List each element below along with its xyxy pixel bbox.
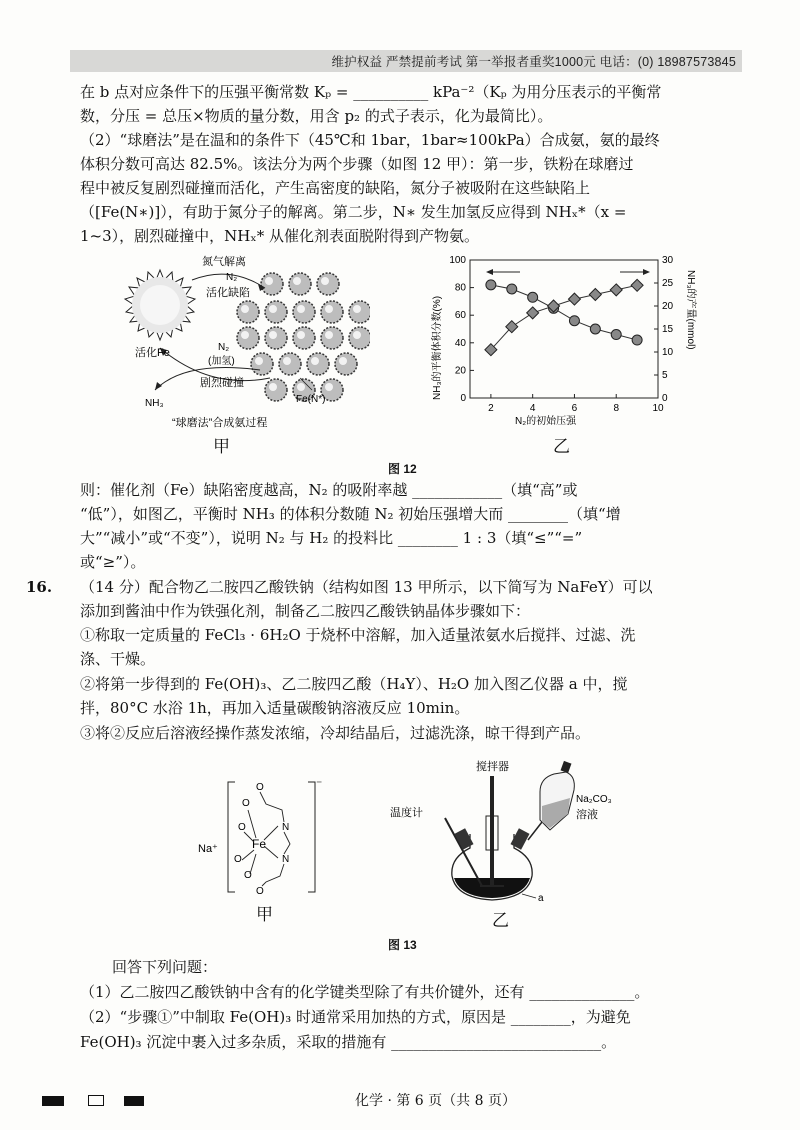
text-line: 在 b 点对应条件下的压强平衡常数 Kₚ = __________ kPa⁻²（Kₚ 为用分压表示的平衡常	[80, 83, 662, 101]
x-tick-label: 8	[613, 403, 620, 414]
x-tick-label: 2	[488, 403, 494, 414]
funnel-stem	[528, 822, 542, 840]
thermometer-rod	[445, 818, 482, 886]
grinding-ball	[317, 273, 339, 295]
label-a-pointer	[522, 894, 536, 898]
data-point-circle	[632, 335, 642, 345]
y-tick-label: 100	[449, 255, 466, 266]
fig13-sub-left: 甲	[256, 905, 273, 924]
label-n2-mid: N₂	[218, 342, 230, 353]
bracket-right	[308, 782, 315, 892]
text-line: （2）“球磨法”是在温和的条件下（45℃和 1bar，1bar≈100kPa）合成氨，氨的最终	[80, 131, 660, 149]
text-line: 1~3），剧烈碰撞中，NHₓ* 从催化剂表面脱附得到产物氨。	[80, 227, 479, 245]
left-axis-arrow-head	[486, 269, 493, 275]
grinding-ball	[237, 301, 259, 323]
data-point-circle	[528, 292, 538, 302]
label-add-h: (加氢)	[208, 356, 235, 367]
reaction-apparatus	[390, 756, 630, 906]
na-ion: Na⁺	[198, 843, 218, 855]
chart-ylabel-right: NH₃的产量(mmol)	[685, 270, 696, 350]
right-neck	[510, 828, 529, 850]
ball-milling-diagram	[100, 250, 370, 435]
text-line: 大”“减小”或“不变”），说明 N₂ 与 H₂ 的投料比 ________ 1 : 3（填“≤”“=”	[80, 529, 583, 547]
data-point-circle	[507, 284, 517, 294]
grinding-ball	[279, 353, 301, 375]
fig13-caption: 图 13	[388, 938, 417, 952]
grinding-ball	[265, 327, 287, 349]
grinding-ball	[265, 301, 287, 323]
y-tick-label: 20	[454, 365, 466, 377]
x-tick-label: 6	[571, 403, 578, 414]
page-footer	[0, 1090, 800, 1114]
y2-tick-label: 5	[662, 370, 668, 381]
fig12-sub-right: 乙	[553, 437, 570, 456]
grinding-ball	[321, 301, 343, 323]
ball-highlight	[353, 331, 361, 339]
grinding-ball	[265, 379, 287, 401]
arrow-nh3-head	[155, 382, 162, 390]
text-line: 则：催化剂（Fe）缺陷密度越高，N₂ 的吸附率越 ____________（填“高”或	[80, 481, 578, 499]
fe-center: Fe	[252, 837, 267, 851]
ball-highlight	[325, 383, 333, 391]
ball-highlight	[265, 277, 273, 285]
charge: ⁻	[316, 777, 323, 791]
ball-highlight	[283, 357, 291, 365]
text-line: “低”），如图乙，平衡时 NH₃ 的体积分数随 N₂ 初始压强增大而 ________（填“增	[80, 505, 621, 523]
grinding-ball	[251, 353, 273, 375]
chart-xlabel: N₂的初始压强	[515, 416, 577, 427]
y2-tick-label: 15	[662, 324, 674, 335]
text-line: （[Fe(N∗)]），有助于氮分子的解离。第二步，N∗ 发生加氢反应得到 NHₓ*（x =	[80, 203, 627, 221]
nafey-structure	[190, 770, 330, 900]
label-thermometer: 温度计	[390, 807, 423, 819]
text-line: Fe(OH)₃ 沉淀中裹入过多杂质，采取的措施有 ____________________________。	[80, 1033, 617, 1051]
bracket-left	[228, 782, 235, 892]
data-point-circle	[486, 280, 496, 290]
ball-highlight	[311, 357, 319, 365]
data-point-diamond	[610, 284, 622, 296]
label-stirrer: 搅拌器	[476, 761, 509, 773]
plot-frame	[470, 260, 658, 398]
data-point-circle	[569, 316, 579, 326]
chart-ylabel-left: NH₃的平衡体积分数(%)	[432, 295, 443, 400]
o-2: O	[242, 798, 250, 809]
data-point-circle	[590, 324, 600, 334]
data-point-diamond	[527, 307, 539, 319]
footer-mark	[88, 1095, 104, 1106]
grinding-ball	[293, 327, 315, 349]
ball-highlight	[241, 305, 249, 313]
text-line: 添加到酱油中作为铁强化剂，制备乙二胺四乙酸铁钠晶体步骤如下：	[80, 602, 531, 620]
y-tick-label: 60	[454, 310, 466, 322]
ball-highlight	[353, 305, 361, 313]
text-line: ②将第一步得到的 Fe(OH)₃、乙二胺四乙酸（H₄Y）、H₂O 加入图乙仪器 a 中，搅	[80, 675, 628, 693]
ball-highlight	[255, 357, 263, 365]
text-line: 或“≥”）。	[80, 553, 146, 571]
label-active-fe: 活化Fe	[135, 347, 170, 359]
ball-highlight	[339, 357, 347, 365]
ball-highlight	[269, 331, 277, 339]
fig13-sub-right: 乙	[492, 911, 509, 930]
text-line: ③将②反应后溶液经操作蒸发浓缩，冷却结晶后，过滤洗涤，晾干得到产品。	[80, 724, 591, 742]
text-line: （1）乙二胺四乙酸铁钠中含有的化学键类型除了有共价键外，还有 ______________。	[80, 983, 650, 1001]
ball-highlight	[325, 305, 333, 313]
label-na2co3: Na₂CO₃	[576, 794, 612, 805]
ball-highlight	[297, 305, 305, 313]
fig12-caption: 图 12	[388, 462, 417, 476]
label-process-caption: “球磨法”合成氨过程	[172, 417, 268, 429]
footer-mark	[124, 1096, 144, 1106]
page-number: 化学 · 第 6 页（共 8 页）	[355, 1093, 516, 1109]
x-tick-label: 4	[529, 403, 536, 414]
fig12-chart	[420, 250, 700, 440]
grinding-ball	[289, 273, 311, 295]
chart-axes	[449, 255, 673, 414]
y2-tick-label: 10	[662, 347, 674, 358]
y2-tick-label: 0	[662, 393, 668, 404]
data-point-circle	[611, 330, 621, 340]
left-neck	[454, 828, 473, 850]
y2-tick-label: 30	[662, 255, 674, 266]
text-line: 涤、干燥。	[80, 650, 156, 668]
ball-highlight	[293, 277, 301, 285]
label-activate-defect: 活化缺陷	[206, 287, 250, 299]
y-tick-label: 40	[454, 337, 466, 349]
ball-highlight	[269, 305, 277, 313]
y-tick-label: 80	[454, 282, 466, 294]
x-tick-label: 10	[652, 403, 664, 414]
grinding-ball	[261, 273, 283, 295]
data-point-diamond	[568, 293, 580, 305]
ball-highlight	[297, 331, 305, 339]
y2-tick-label: 20	[662, 301, 674, 312]
ball-highlight	[297, 383, 305, 391]
n-upper: N	[282, 822, 290, 833]
banner-text: 维护权益 严禁提前考试 第一举报者重奖1000元 电话：(0) 18987573845	[331, 55, 736, 69]
footer-mark	[42, 1096, 64, 1106]
text-line: 回答下列问题：	[112, 958, 218, 976]
o-1: O	[256, 782, 264, 793]
ball-highlight	[241, 331, 249, 339]
text-line: ①称取一定质量的 FeCl₃ · 6H₂O 于烧杯中溶解，加入适量浓氨水后搅拌、过滤、洗	[80, 626, 636, 644]
n-lower: N	[282, 854, 290, 865]
grinding-ball	[335, 353, 357, 375]
label-solution: 溶液	[576, 809, 598, 821]
right-axis-arrow-head	[643, 269, 650, 275]
fig12-sub-left: 甲	[213, 437, 230, 456]
question-number: 16.	[26, 578, 53, 596]
label-n2-top: N₂	[226, 272, 238, 283]
o-5: O	[244, 870, 252, 881]
data-point-diamond	[589, 289, 601, 301]
label-collision: 剧烈碰撞	[200, 377, 244, 389]
funnel-stopper	[561, 761, 572, 773]
o-4: O	[234, 854, 242, 865]
stirrer-rod	[490, 776, 494, 886]
text-line: 体积分数可高达 82.5%。该法分为两个步骤（如图 12 甲）：第一步，铁粉在球磨过	[80, 155, 634, 173]
label-dissociation: 氮气解离	[202, 256, 246, 268]
grinding-ball	[237, 327, 259, 349]
activated-fe-particle	[125, 270, 195, 340]
o-3: O	[238, 822, 246, 833]
exam-banner	[70, 50, 742, 72]
ball-highlight	[325, 331, 333, 339]
label-a: a	[538, 893, 544, 904]
grinding-ball	[321, 327, 343, 349]
y-tick-label: 0	[460, 393, 466, 404]
text-line: （14 分）配合物乙二胺四乙酸铁钠（结构如图 13 甲所示，以下简写为 NaFeY）可以	[80, 578, 653, 596]
grinding-ball	[293, 301, 315, 323]
label-nh3: NH₃	[145, 398, 164, 409]
text-line: 程中被反复剧烈碰撞而活化，产生高密度的缺陷，氮分子被吸附在这些缺陷上	[80, 179, 591, 197]
ball-highlight	[321, 277, 329, 285]
label-fen: Fe(N*)	[296, 394, 326, 405]
ball-highlight	[269, 383, 277, 391]
data-point-diamond	[631, 279, 643, 291]
text-line: 拌，80°C 水浴 1h，再加入适量碳酸钠溶液反应 10min。	[80, 699, 470, 717]
y2-tick-label: 25	[662, 278, 674, 289]
grinding-ball	[307, 353, 329, 375]
o-6: O	[256, 886, 264, 897]
chart-marks	[485, 279, 643, 355]
text-line: （2）“步骤①”中制取 Fe(OH)₃ 时通常采用加热的方式，原因是 ________，为避免	[80, 1008, 631, 1026]
text-line: 数，分压 = 总压×物质的量分数，用含 p₂ 的式子表示，化为最简比）。	[80, 107, 553, 125]
